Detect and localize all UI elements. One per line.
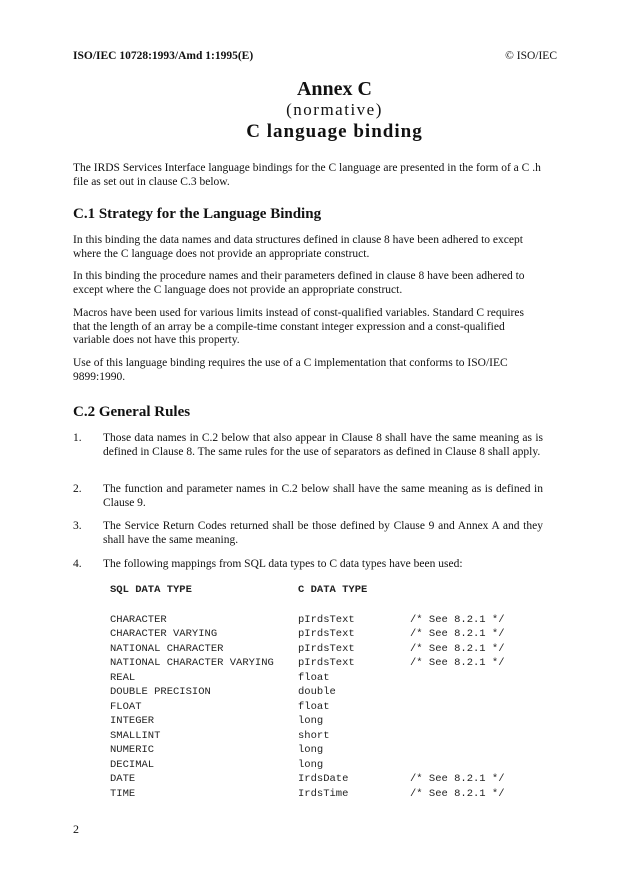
table-row bbox=[0, 643, 619, 657]
c-type: long bbox=[298, 744, 324, 756]
c-type: long bbox=[298, 759, 324, 771]
table-row bbox=[0, 715, 619, 729]
annex-subtitle: (normative) bbox=[286, 100, 383, 119]
comment: /* See 8.2.1 */ bbox=[410, 657, 505, 669]
table-row bbox=[0, 701, 619, 715]
c-type: double bbox=[298, 686, 336, 698]
sql-type: DATE bbox=[110, 773, 136, 785]
sql-type: NATIONAL CHARACTER VARYING bbox=[110, 657, 274, 669]
c-type: float bbox=[298, 672, 330, 684]
table-row bbox=[0, 788, 619, 802]
sql-type: NUMERIC bbox=[110, 744, 155, 756]
comment: /* See 8.2.1 */ bbox=[410, 643, 505, 655]
c-type: pIrdsText bbox=[298, 614, 355, 626]
sql-type: SMALLINT bbox=[110, 730, 161, 742]
table-row bbox=[0, 614, 619, 628]
comment: /* See 8.2.1 */ bbox=[410, 628, 505, 640]
paragraph: Macros have been used for various limits instead of const-qualified variables. Standard C requires that the length of an array be a compile-time constant integer expression and a const-qualified variable does not have this property. bbox=[73, 307, 524, 346]
column-header-sql: SQL DATA TYPE bbox=[110, 584, 192, 596]
sql-type: DOUBLE PRECISION bbox=[110, 686, 211, 698]
comment: /* See 8.2.1 */ bbox=[410, 773, 505, 785]
c-type: short bbox=[298, 730, 330, 742]
c-type: pIrdsText bbox=[298, 628, 355, 640]
list-item-number: 2. bbox=[73, 483, 82, 495]
intro-paragraph: The IRDS Services Interface language bindings for the C language are presented in the form of a C .h file as set out in clause C.3 below. bbox=[73, 162, 541, 188]
section-heading-c2: C.2 General Rules bbox=[73, 404, 191, 420]
section-heading-c1: C.1 Strategy for the Language Binding bbox=[73, 206, 322, 222]
c-type: long bbox=[298, 715, 324, 727]
list-item-number: 3. bbox=[73, 520, 82, 532]
comment: /* See 8.2.1 */ bbox=[410, 788, 505, 800]
header-standard-id: ISO/IEC 10728:1993/Amd 1:1995(E) bbox=[73, 50, 254, 62]
list-item-text: The following mappings from SQL data types to C data types have been used: bbox=[103, 558, 463, 570]
table-row bbox=[0, 686, 619, 700]
paragraph: Use of this language binding requires the use of a C implementation that conforms to ISO/IEC 9899:1990. bbox=[73, 357, 508, 383]
c-type: IrdsDate bbox=[298, 773, 349, 785]
sql-type: TIME bbox=[110, 788, 136, 800]
list-item-number: 1. bbox=[73, 432, 82, 444]
list-item-number: 4. bbox=[73, 558, 82, 570]
list-item-text: Those data names in C.2 below that also appear in Clause 8 shall have the same meaning as is defined in Clause 8. The same rules for the use of separators as defined in Clause 8 shall apply. bbox=[103, 432, 543, 458]
table-row bbox=[0, 628, 619, 642]
list-item-text: The Service Return Codes returned shall be those defined by Clause 9 and Annex A and they shall have the same meaning. bbox=[103, 520, 543, 546]
table-row bbox=[0, 773, 619, 787]
sql-type: NATIONAL CHARACTER bbox=[110, 643, 224, 655]
c-type: pIrdsText bbox=[298, 657, 355, 669]
paragraph: In this binding the procedure names and their parameters defined in clause 8 have been adhered to except where the C language does not provide an appropriate construct. bbox=[73, 270, 525, 296]
sql-type: REAL bbox=[110, 672, 136, 684]
annex-title: Annex C bbox=[296, 78, 372, 100]
sql-type: FLOAT bbox=[110, 701, 142, 713]
annex-name: C language binding bbox=[246, 121, 423, 142]
sql-type: DECIMAL bbox=[110, 759, 155, 771]
c-type: IrdsTime bbox=[298, 788, 349, 800]
paragraph: In this binding the data names and data structures defined in clause 8 have been adhered to except where the C language does not provide an appropriate construct. bbox=[73, 234, 523, 260]
sql-type: CHARACTER VARYING bbox=[110, 628, 218, 640]
c-type: pIrdsText bbox=[298, 643, 355, 655]
table-header-row bbox=[0, 584, 619, 598]
page-number: 2 bbox=[73, 822, 79, 836]
table-row bbox=[0, 730, 619, 744]
table-row bbox=[0, 657, 619, 671]
table-row bbox=[0, 759, 619, 773]
table-row bbox=[0, 672, 619, 686]
sql-type: INTEGER bbox=[110, 715, 155, 727]
c-type: float bbox=[298, 701, 330, 713]
column-header-c: C DATA TYPE bbox=[298, 584, 368, 596]
header-copyright: © ISO/IEC bbox=[505, 50, 557, 62]
table-row bbox=[0, 744, 619, 758]
sql-type: CHARACTER bbox=[110, 614, 167, 626]
comment: /* See 8.2.1 */ bbox=[410, 614, 505, 626]
list-item-text: The function and parameter names in C.2 below shall have the same meaning as is defined in Clause 9. bbox=[103, 483, 543, 509]
